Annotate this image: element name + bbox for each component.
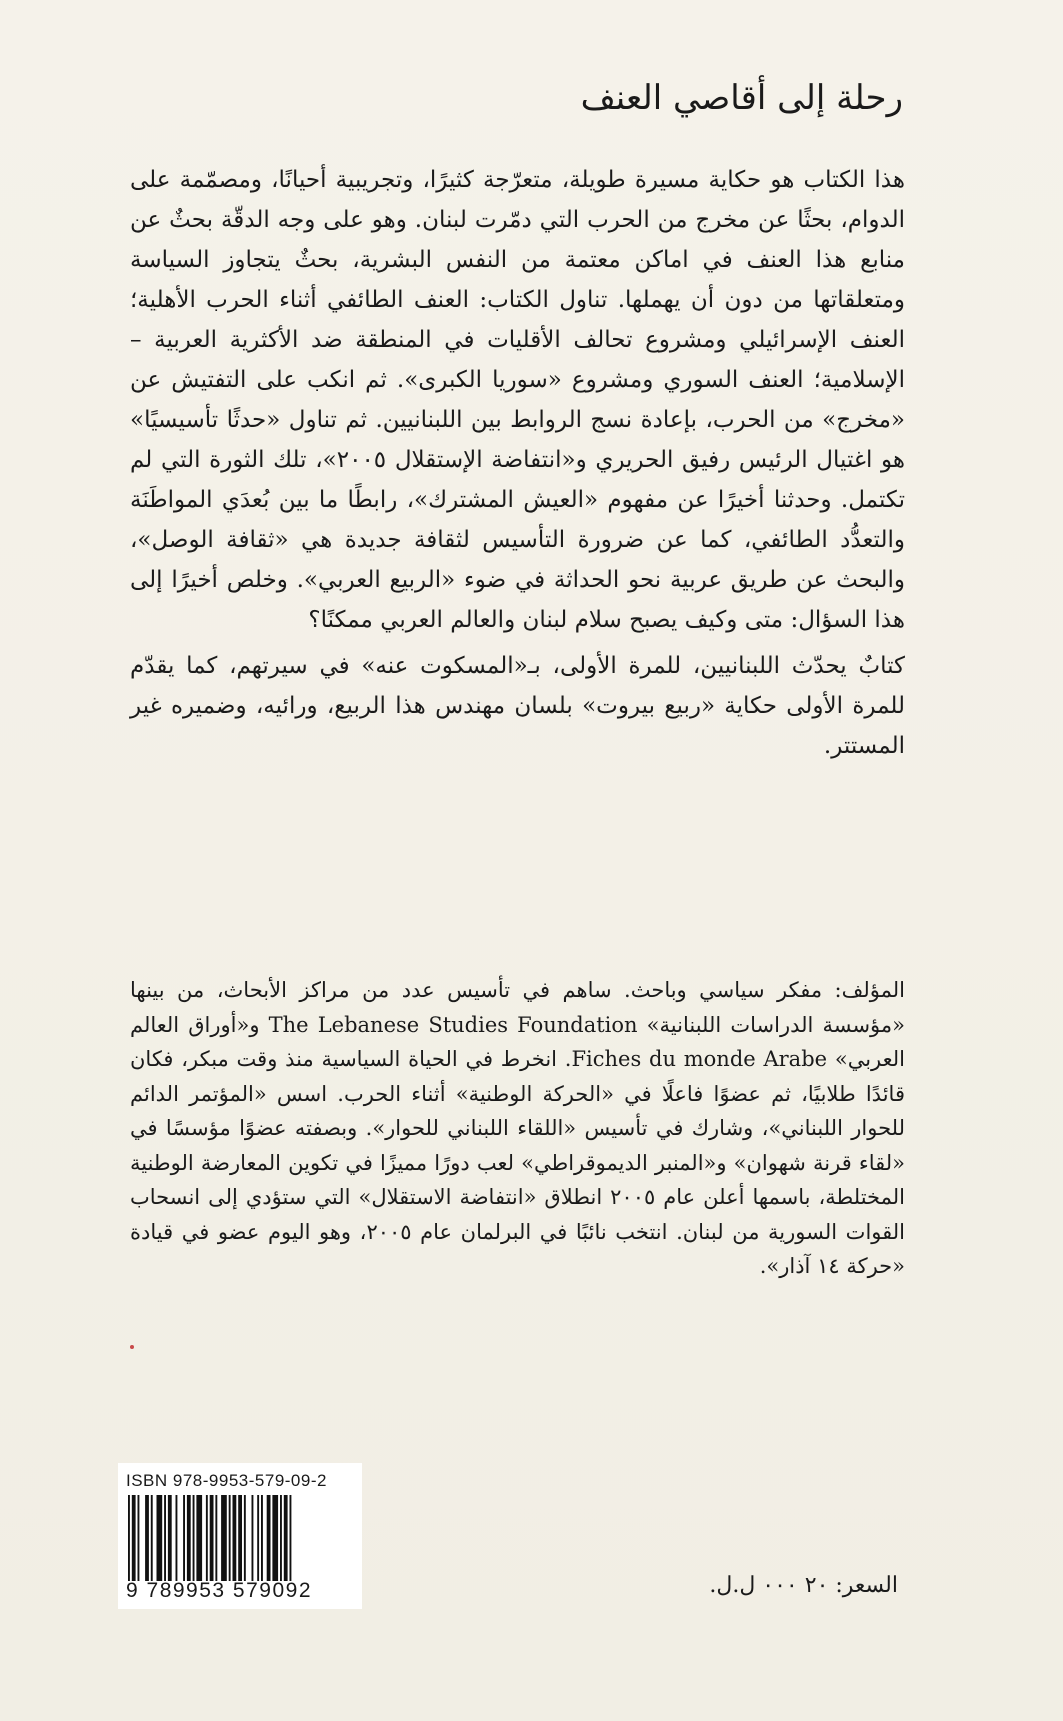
barcode-bar: [210, 1495, 214, 1581]
isbn-label: ISBN 978-9953-579-09-2: [126, 1471, 327, 1490]
barcode-bar: [132, 1495, 136, 1581]
barcode-bar: [221, 1495, 227, 1581]
barcode-number: 9 789953 579092: [126, 1579, 312, 1602]
barcode-bar: [229, 1495, 231, 1581]
book-title: رحلة إلى أقاصي العنف: [580, 78, 903, 118]
barcode-bar: [233, 1495, 237, 1581]
barcode-bar: [272, 1495, 278, 1581]
author-bio: [130, 973, 905, 1284]
barcode-bar: [280, 1495, 282, 1581]
author-bio-text: المؤلف: مفكر سياسي وباحث. ساهم في تأسيس عدد من مراكز الأبحاث، من بينها «مؤسسة الدراسات اللبنانية» The Lebanese Studies Foundation و«أوراق العالم العربي» Fiches du monde Arabe. انخرط في الحياة السياسية منذ وقت مبكر، فكان قائدًا طلابيًا، ثم عضوًا فاعلًا في «الحركة الوطنية» أثناء الحرب. اسس «المؤتمر الدائم للحوار اللبناني»، وشارك في تأسيس «اللقاء اللبناني للحوار». وبصفته عضوًا مؤسسًا في «لقاء قرنة شهوان» و«المنبر الديموقراطي» لعب دورًا مميزًا في تكوين المعارضة الوطنية المختلطة، باسمها أعلن عام ٢٠٠٥ انطلاق «انتفاضة الاستقلال» التي ستؤدي إلى انسحاب القوات السورية من لبنان. انتخب نائبًا في البرلمان عام ٢٠٠٥، وهو اليوم عضو في قيادة «حركة ١٤ آذار».: [130, 978, 905, 1278]
barcode-bar: [252, 1495, 254, 1581]
barcode-icon: [126, 1495, 354, 1581]
barcode-bar: [193, 1495, 195, 1581]
barcode-bar: [183, 1495, 185, 1581]
barcode-bar: [290, 1495, 292, 1581]
barcode-bar: [284, 1495, 288, 1581]
barcode-bar: [164, 1495, 166, 1581]
barcode-bar: [138, 1495, 140, 1581]
price-label: السعر: ٢٠ ٠٠٠ ل.ل.: [709, 1573, 898, 1598]
barcode-bar: [206, 1495, 208, 1581]
barcode-bar: [187, 1495, 191, 1581]
barcode-bar: [176, 1495, 178, 1581]
barcode-bar: [261, 1495, 263, 1581]
barcode-bar: [267, 1495, 271, 1581]
print-mark: [130, 1345, 134, 1349]
barcode-block: [118, 1463, 362, 1609]
barcode-bar: [157, 1495, 163, 1581]
blurb-paragraph: كتابٌ يحدّث اللبنانيين، للمرة الأولى، بـ«المسكوت عنه» في سيرتهم، كما يقدّم للمرة الأولى حكاية «ربيع بيروت» بلسان مهندس هذا الربيع، ورائيه، وضميره غير المستتر.: [130, 653, 905, 759]
barcode-bar: [128, 1495, 130, 1581]
blurb-paragraph: هذا الكتاب هو حكاية مسيرة طويلة، متعرّجة كثيرًا، وتجريبية أحيانًا، ومصمّمة على الدوام، بحثًا عن مخرج من الحرب التي دمّرت لبنان. وهو على وجه الدقّة بحثٌ عن منابع هذا العنف في اماكن معتمة من النفس البشرية، بحثٌ يتجاوز السياسة ومتعلقاتها من دون أن يهملها. تناول الكتاب: العنف الطائفي أثناء الحرب الأهلية؛ العنف الإسرائيلي ومشروع تحالف الأقليات في المنطقة ضد الأكثرية العربية – الإسلامية؛ العنف السوري ومشروع «سوريا الكبرى». ثم انكب على التفتيش عن «مخرج» من الحرب، بإعادة نسج الروابط بين اللبنانيين. ثم تناول «حدثًا تأسيسيًا» هو اغتيال الرئيس رفيق الحريري و«انتفاضة الإستقلال ٢٠٠٥»، تلك الثورة التي لم تكتمل. وحدثنا أخيرًا عن مفهوم «العيش المشترك»، رابطًا ما بين بُعدَي المواطَنَة والتعدُّد الطائفي، كما عن ضرورة التأسيس لثقافة جديدة هي «ثقافة الوصل»، والبحث عن طريق عربية نحو الحداثة في ضوء «الربيع العربي». وخلص أخيرًا إلى هذا السؤال: متى وكيف يصبح سلام لبنان والعالم العربي ممكنًا؟: [130, 167, 905, 633]
barcode-bar: [215, 1495, 217, 1581]
book-blurb: [130, 160, 905, 772]
barcode-bar: [238, 1495, 242, 1581]
barcode-bar: [257, 1495, 259, 1581]
barcode-bar: [196, 1495, 202, 1581]
barcode-bar: [145, 1495, 149, 1581]
barcode-bar: [168, 1495, 172, 1581]
barcode-bar: [244, 1495, 246, 1581]
barcode-bar: [151, 1495, 153, 1581]
